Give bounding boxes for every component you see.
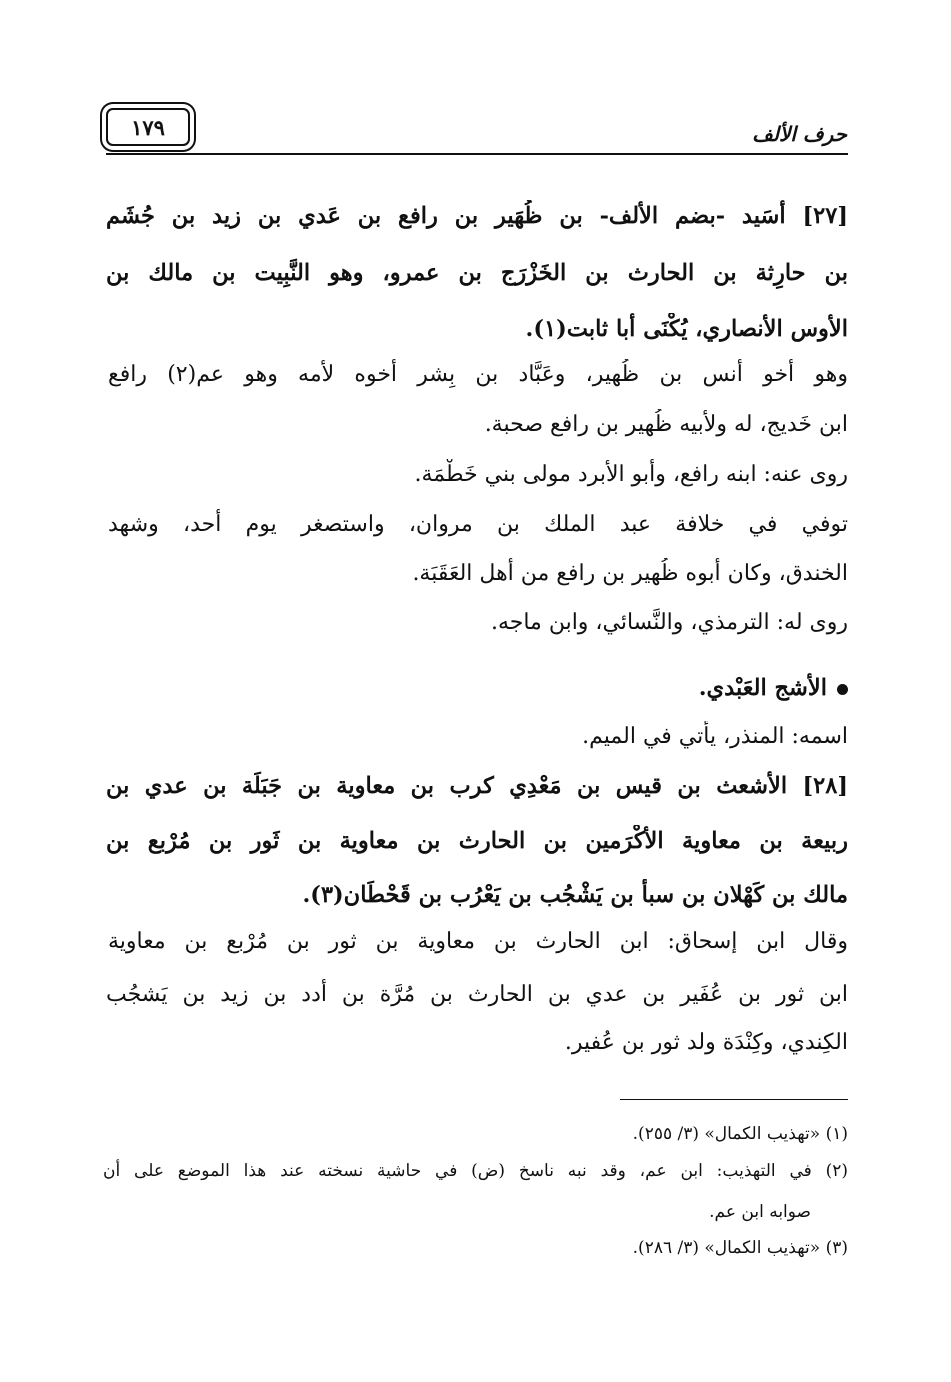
entry-28-title: الأشعث بن قيس بن مَعْدِي كرب بن معاوية بن جَبَلَة بن عدي بن <box>106 773 788 799</box>
header-divider <box>106 153 848 155</box>
entry-28-para-1-line-1: وقال ابن إسحاق: ابن الحارث بن معاوية بن ثور بن مُرْبع بن معاوية <box>108 929 848 954</box>
footnote-divider <box>620 1099 848 1100</box>
entry-27-title: أُسَيد -بضم الألف- بن ظُهَير بن رافع بن عَدي بن زيد بن جُشَم <box>106 203 786 229</box>
footnote-2-line-1: (٢) في التهذيب: ابن عم، وقد نبه ناسخ (ض) في حاشية نسخته عند هذا الموضع على أن <box>103 1161 848 1181</box>
entry-28-number: [٢٨] <box>802 773 848 799</box>
running-header-title: حرف الألف <box>752 122 847 146</box>
section-heading-line <box>108 672 848 706</box>
section-note: اسمه: المنذر، يأتي في الميم. <box>582 724 848 749</box>
entry-27-narrators: روى عنه: ابنه رافع، وأبو الأبرد مولى بني خَطْمَة. <box>414 462 848 487</box>
entry-27-number: [٢٧] <box>802 203 848 229</box>
section-heading: الأشج العَبْدي. <box>698 675 827 701</box>
entry-28-line-3: مالك بن كَهْلان بن سبأ بن يَشْجُب بن يَعْرُب بن قَحْطَان(٣). <box>302 882 848 908</box>
entry-27-para-1-line-1: وهو أخو أنس بن ظُهير، وعَبَّاد بن بِشر أخوه لأمه وهو عم(٢) رافع <box>108 362 848 387</box>
entry-28-para-1-line-3: الكِندي، وكِنْدَة ولد ثور بن عُفير. <box>564 1030 848 1055</box>
page-number: ١٧٩ <box>131 114 165 140</box>
entry-27-death-line-1: توفي في خلافة عبد الملك بن مروان، واستصغر يوم أحد، وشهد <box>108 512 848 537</box>
entry-27-line-2: بن حارِثة بن الحارث بن الخَزْرَج بن عمرو، وهو النَّبِيت بن مالك بن <box>106 260 848 286</box>
entry-28-line-2: ربيعة بن معاوية الأكْرَمين بن الحارث بن معاوية بن ثَور بن مُرْبع بن <box>106 828 848 854</box>
entry-27-sources: روى له: الترمذي، والنَّسائي، وابن ماجه. <box>490 610 848 635</box>
entry-28-line-1 <box>106 770 848 804</box>
page-number-box <box>106 108 190 146</box>
entry-27-line-3: الأوس الأنصاري، يُكْنَى أبا ثابت(١). <box>525 316 848 342</box>
entry-27-death-line-2: الخندق، وكان أبوه ظُهير بن رافع من أهل العَقَبَة. <box>412 561 848 586</box>
footnote-2-line-2: صوابه ابن عم. <box>709 1202 811 1222</box>
entry-27-line-1 <box>106 200 848 234</box>
entry-28-para-1-line-2: ابن ثور بن عُفَير بن عدي بن الحارث بن مُرَّة بن أُدد بن زيد بن يَشجُب <box>106 982 848 1007</box>
bullet-icon <box>837 684 848 695</box>
entry-27-para-1-line-2: ابن خَديج، له ولأبيه ظُهير بن رافع صحبة. <box>484 412 848 437</box>
footnote-3: (٣) «تهذيب الكمال» (٣/ ٢٨٦). <box>632 1238 848 1258</box>
footnote-1: (١) «تهذيب الكمال» (٣/ ٢٥٥). <box>632 1124 848 1144</box>
